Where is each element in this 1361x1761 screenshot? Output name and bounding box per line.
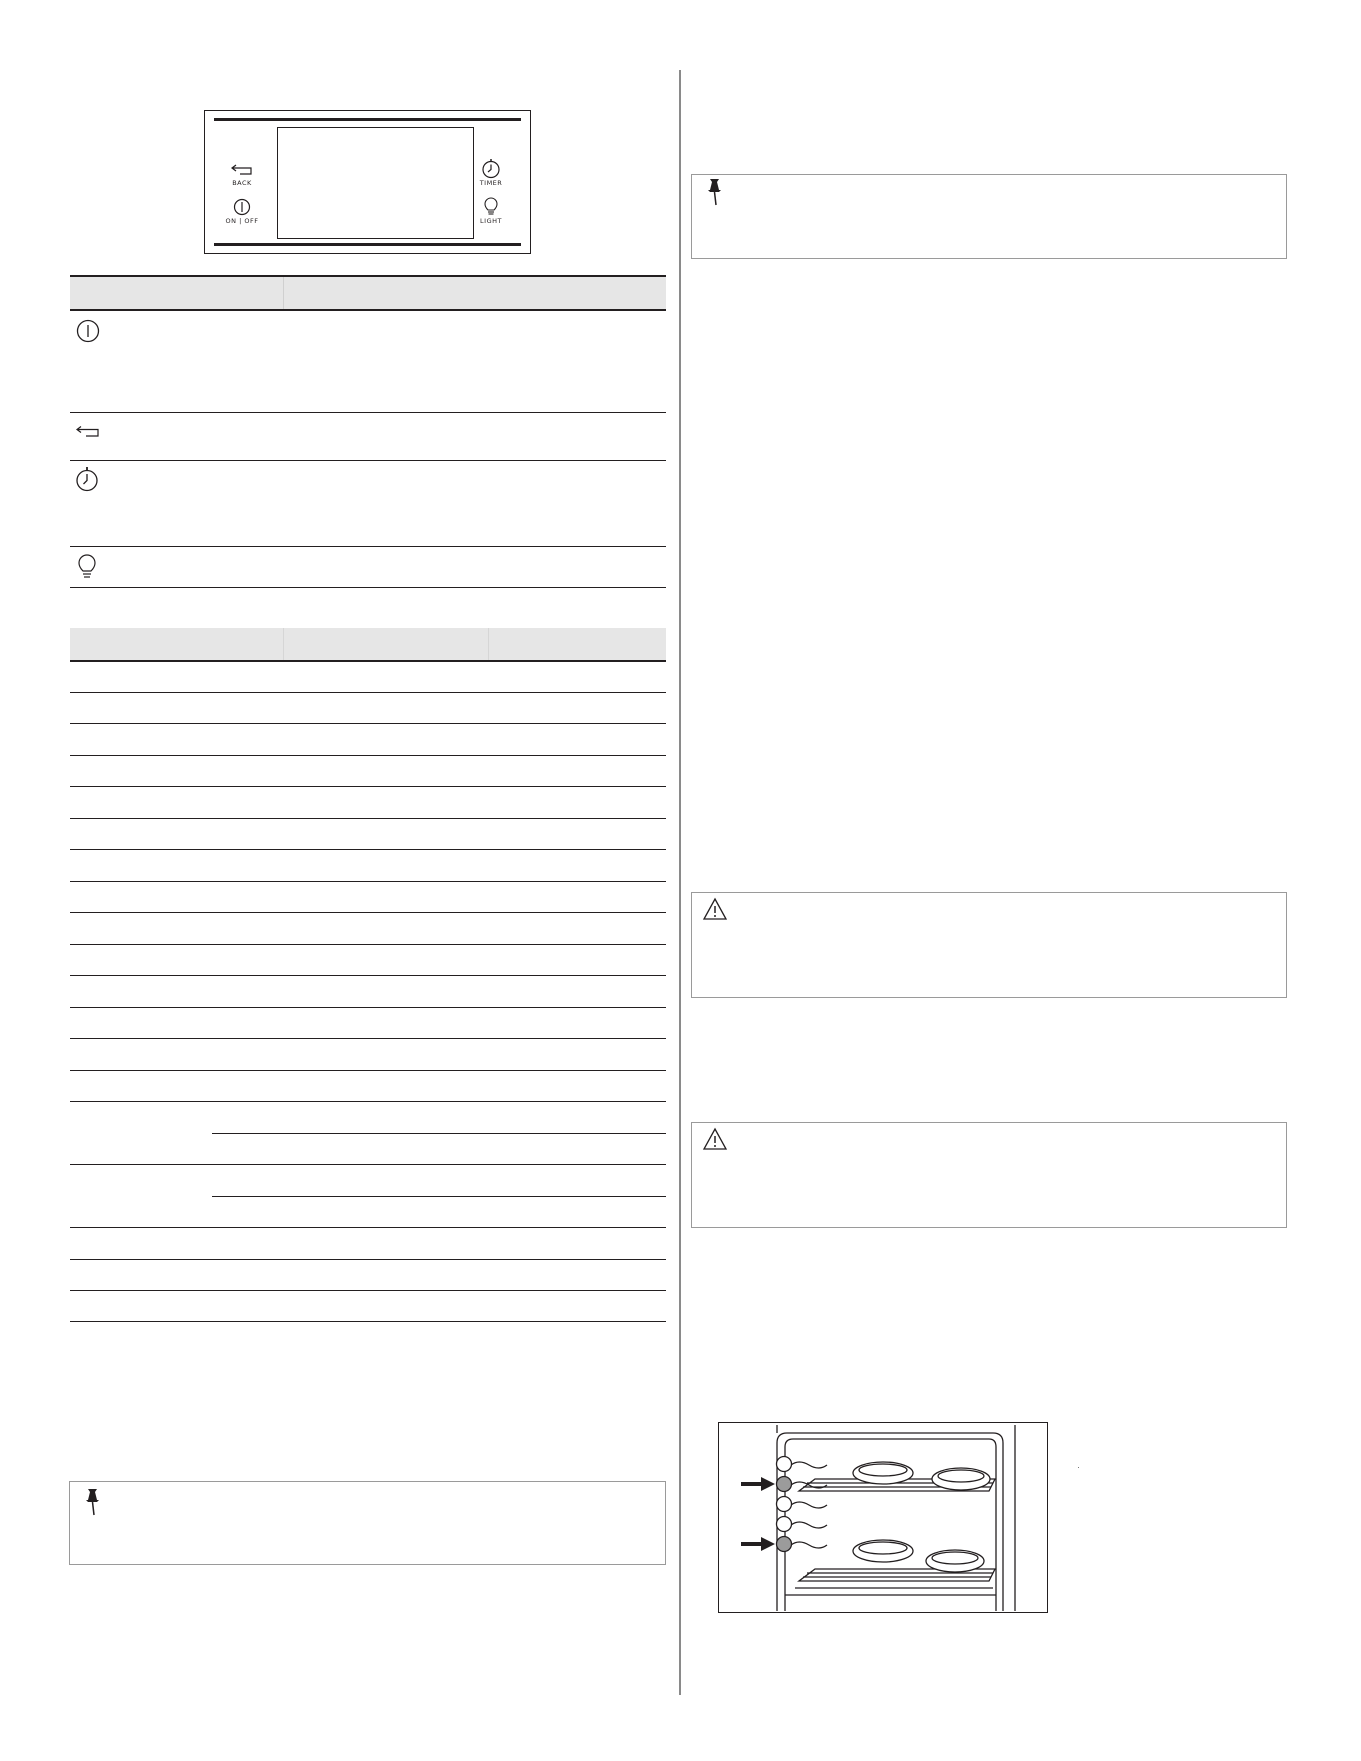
timer-label: TIMER bbox=[479, 179, 503, 187]
table-row bbox=[70, 692, 666, 693]
panel-top-bar bbox=[214, 118, 521, 121]
back-arrow-icon bbox=[231, 161, 253, 180]
table-row bbox=[70, 1038, 666, 1039]
table-row bbox=[70, 1164, 666, 1165]
table-rule bbox=[70, 309, 666, 311]
note-box bbox=[69, 1481, 666, 1565]
back-label: BACK bbox=[232, 179, 252, 187]
table-row bbox=[70, 1290, 666, 1291]
table-row bbox=[70, 723, 666, 724]
power-icon bbox=[76, 319, 100, 347]
stray-mark bbox=[1078, 1467, 1079, 1468]
table-row bbox=[70, 944, 666, 945]
table-row bbox=[70, 1259, 666, 1260]
table-row bbox=[70, 1070, 666, 1071]
table-rule bbox=[70, 660, 666, 662]
table-row bbox=[70, 881, 666, 882]
on-off-label: ON | OFF bbox=[225, 217, 259, 225]
table-rule bbox=[70, 587, 666, 588]
table-rule bbox=[70, 412, 666, 413]
warning-box bbox=[691, 892, 1287, 998]
pushpin-icon bbox=[706, 178, 724, 210]
table-row bbox=[70, 849, 666, 850]
warning-box bbox=[691, 1122, 1287, 1228]
table-row bbox=[70, 755, 666, 756]
warning-triangle-icon bbox=[702, 1127, 728, 1155]
timer-icon bbox=[75, 466, 99, 496]
warning-triangle-icon bbox=[702, 897, 728, 925]
header-separator bbox=[488, 628, 489, 660]
table-row bbox=[70, 818, 666, 819]
table-subrow bbox=[212, 1133, 666, 1134]
panel-display-screen bbox=[277, 127, 474, 239]
table-row bbox=[70, 1321, 666, 1322]
table-row bbox=[70, 786, 666, 787]
table-rule bbox=[70, 546, 666, 547]
table-rule bbox=[70, 275, 666, 277]
light-label: LIGHT bbox=[480, 217, 502, 225]
note-box bbox=[691, 174, 1287, 259]
pushpin-icon bbox=[84, 1488, 102, 1520]
table-rule bbox=[70, 460, 666, 461]
table-row bbox=[70, 912, 666, 913]
control-panel-diagram bbox=[204, 110, 531, 254]
oven-rack-position-diagram bbox=[718, 1422, 1048, 1613]
back-arrow-icon bbox=[76, 423, 100, 442]
header-separator bbox=[283, 277, 284, 309]
table-row bbox=[70, 1007, 666, 1008]
panel-bottom-bar bbox=[214, 243, 521, 246]
table-row bbox=[70, 975, 666, 976]
table-header bbox=[70, 628, 666, 660]
header-separator bbox=[283, 628, 284, 660]
table-row bbox=[70, 1227, 666, 1228]
table-subrow bbox=[212, 1196, 666, 1197]
table-row bbox=[70, 1101, 666, 1102]
column-divider bbox=[679, 70, 681, 1695]
table-header bbox=[70, 277, 666, 309]
light-bulb-icon bbox=[78, 554, 96, 584]
